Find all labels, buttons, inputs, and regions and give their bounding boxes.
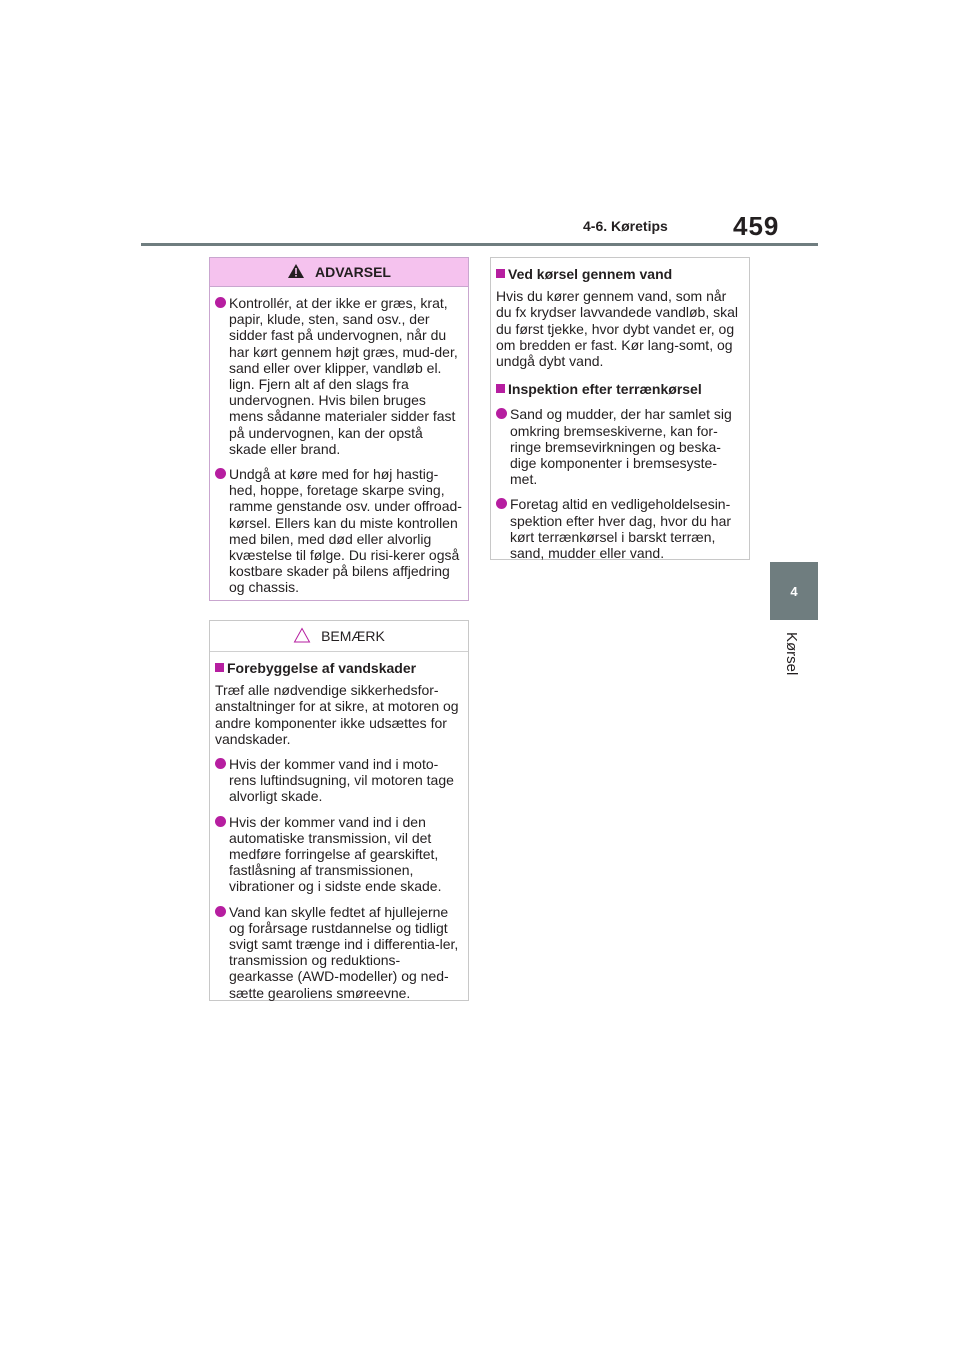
list-item xyxy=(215,756,462,805)
bullet-icon xyxy=(215,297,226,308)
warning-box xyxy=(209,257,469,601)
list-item xyxy=(215,814,462,895)
notice-section-heading xyxy=(215,660,462,676)
list-item xyxy=(496,496,743,561)
section-heading xyxy=(496,266,743,282)
section-heading xyxy=(496,381,743,397)
warning-body xyxy=(210,287,468,604)
list-item-text: Hvis der kommer vand ind i den automatiske transmission, vil det medføre forringelse af gearskiftet, fastlåsning af transmissionen, vibrationer og i sidste ende skade. xyxy=(229,813,442,895)
continuation-body xyxy=(491,258,749,569)
notice-body xyxy=(210,652,468,1009)
header-rule xyxy=(141,243,818,246)
section-title: Inspektion efter terrænkørsel xyxy=(508,381,702,398)
square-bullet-icon xyxy=(215,663,224,672)
bullet-icon xyxy=(215,758,226,769)
list-item xyxy=(215,904,462,1001)
list-item xyxy=(215,295,462,457)
warning-title: ADVARSEL xyxy=(315,264,391,280)
warning-triangle-icon xyxy=(287,263,305,282)
list-item-text: Sand og mudder, der har samlet sig omkring bremseskiverne, kan for-ringe bremsevirkningen og beska-dige komponenter i bremsesyste-met. xyxy=(510,406,732,488)
notice-title: BEMÆRK xyxy=(321,628,385,644)
bullet-icon xyxy=(215,468,226,479)
section-title: Ved kørsel gennem vand xyxy=(508,266,673,282)
list-item-text: Vand kan skylle fedtet af hjullejerne og forårsage rustdannelse og tidligt svigt samt trænge ind i differentia-ler, transmission og reduktions-gearkasse (AWD-modeller) og ned-sætte gearoliens smøreevne. xyxy=(229,903,459,1001)
notice-box xyxy=(209,620,469,1001)
list-item-text: Kontrollér, at der ikke er græs, krat, papir, klude, sten, sand osv., der sidder fast på undervognen, når du har kørt gennem højt græs, mud-der, sand eller over klipper, vandløb el. lign. Fjern alt af den slags fra undervognen. Hvis bilen bruges mens sådanne materialer sidder fast på undervognen, kan der opstå skade eller brand. xyxy=(229,295,458,457)
bullet-icon xyxy=(215,816,226,827)
notice-header xyxy=(210,621,468,652)
list-item xyxy=(496,406,743,487)
notice-continuation-box xyxy=(490,257,750,560)
header-section-title: 4-6. Køretips xyxy=(583,218,668,234)
list-item-text: Foretag altid en vedligeholdelsesin-spektion efter hver dag, hvor du har kørt terrænkørsel i barskt terræn, sand, mudder eller vand. xyxy=(510,496,732,562)
bullet-icon xyxy=(215,906,226,917)
chapter-number: 4 xyxy=(790,583,798,599)
bullet-icon xyxy=(496,498,507,509)
square-bullet-icon xyxy=(496,384,505,393)
chapter-label: Kørsel xyxy=(783,632,800,676)
notice-intro: Træf alle nødvendige sikkerhedsfor-anstaltninger for at sikre, at motoren og andre komponenter ikke udsættes for vandskader. xyxy=(215,682,459,747)
list-item-text: Undgå at køre med for høj hastig-hed, hoppe, foretage skarpe sving, ramme genstande osv. under offroad-kørsel. Ellers kan du miste kontrollen med bilen, med død eller alvorlig kvæstelse til følge. Du risi-kerer også kostbare skader på bilens affjedring og chassis. xyxy=(229,466,462,596)
warning-header xyxy=(210,258,468,287)
page-number: 459 xyxy=(733,211,780,241)
list-item xyxy=(215,466,462,596)
chapter-tab xyxy=(770,562,818,620)
caution-outline-triangle-icon xyxy=(293,627,311,646)
list-item-text: Hvis der kommer vand ind i moto-rens luftindsugning, vil motoren tage alvorligt skade. xyxy=(229,756,454,805)
notice-section-title: Forebyggelse af vandskader xyxy=(227,660,417,676)
bullet-icon xyxy=(496,408,507,419)
square-bullet-icon xyxy=(496,269,505,278)
section-text: Hvis du kører gennem vand, som når du fx krydser lavvandede vandløb, skal du først tjekke, hvor dybt vandet er, og om bredden er fast. Kør lang-somt, og undgå dybt vand. xyxy=(496,288,739,370)
